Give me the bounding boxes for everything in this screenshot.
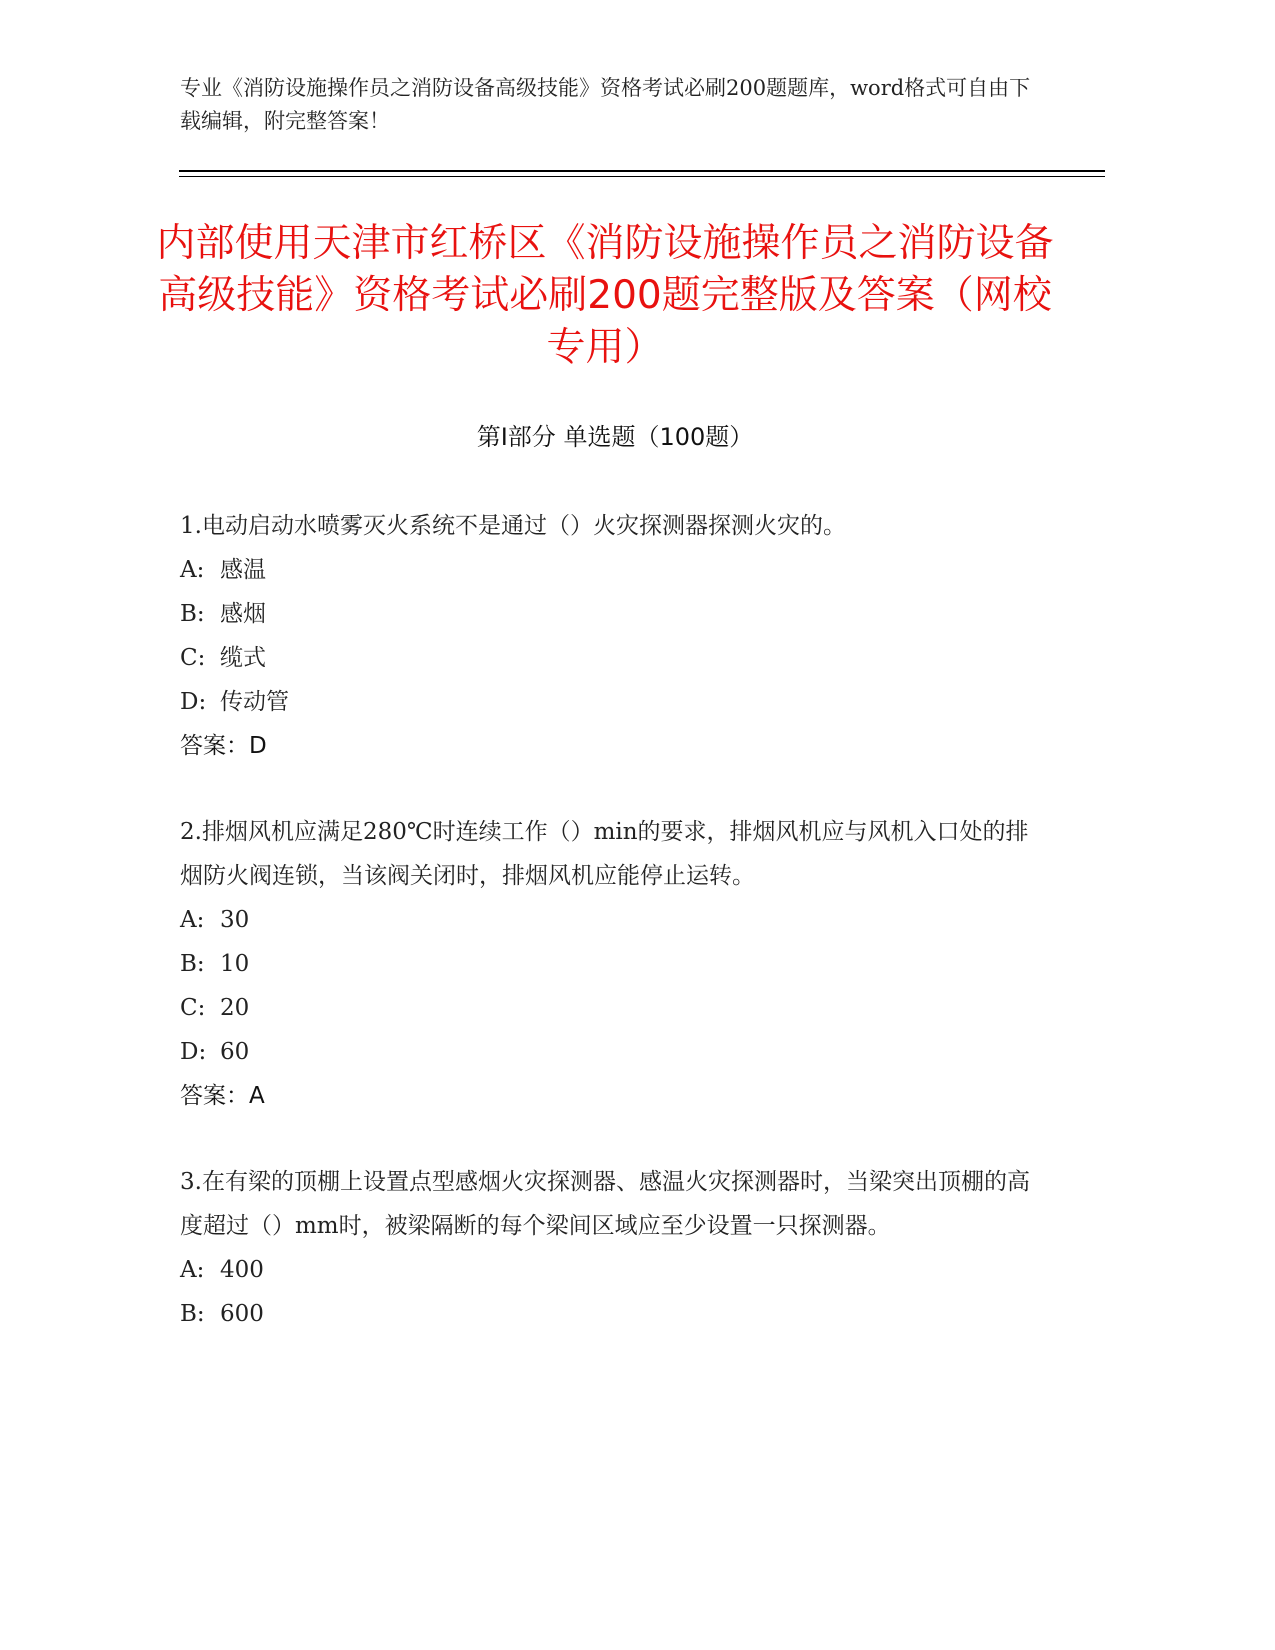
option-text: 60 <box>220 1039 250 1065</box>
option-c <box>180 636 1030 680</box>
question-list <box>180 504 1030 1378</box>
option-d <box>180 1030 1030 1074</box>
option-letter: B: <box>180 1301 205 1327</box>
option-a <box>180 1248 1030 1292</box>
option-list <box>180 1248 1030 1336</box>
option-text: 感温 <box>220 557 266 583</box>
header-divider-thin <box>179 176 1105 177</box>
option-d <box>180 680 1030 724</box>
option-text: 缆式 <box>220 645 266 671</box>
question-stem: 2.排烟风机应满足280℃时连续工作（）min的要求，排烟风机应与风机入口处的排烟防火阀连锁，当该阀关闭时，排烟风机应能停止运转。 <box>180 819 1029 889</box>
option-b <box>180 1292 1030 1336</box>
option-a <box>180 898 1030 942</box>
option-a <box>180 548 1030 592</box>
option-b <box>180 942 1030 986</box>
option-text: 20 <box>220 995 250 1021</box>
header-divider-thick <box>179 170 1105 172</box>
answer-line: 答案：A <box>180 1083 265 1109</box>
question-2 <box>180 810 1030 1118</box>
option-letter: A: <box>180 557 205 583</box>
answer-line: 答案：D <box>180 733 267 759</box>
option-list <box>180 548 1030 724</box>
option-text: 10 <box>220 951 250 977</box>
option-letter: C: <box>180 645 206 671</box>
option-letter: B: <box>180 951 205 977</box>
option-text: 感烟 <box>220 601 266 627</box>
option-letter: A: <box>180 907 205 933</box>
header-note: 专业《消防设施操作员之消防设备高级技能》资格考试必刷200题题库，word格式可自由下载编辑，附完整答案！ <box>180 76 1031 133</box>
option-b <box>180 592 1030 636</box>
option-letter: A: <box>180 1257 205 1283</box>
option-text: 400 <box>220 1257 264 1283</box>
option-c <box>180 986 1030 1030</box>
option-list <box>180 898 1030 1074</box>
question-stem: 3.在有梁的顶棚上设置点型感烟火灾探测器、感温火灾探测器时，当梁突出顶棚的高度超过（）mm时，被梁隔断的每个梁间区域应至少设置一只探测器。 <box>180 1169 1030 1239</box>
question-1 <box>180 504 1030 768</box>
option-text: 传动管 <box>220 689 289 715</box>
question-3 <box>180 1160 1030 1336</box>
option-text: 600 <box>220 1301 264 1327</box>
section-heading: 第Ⅰ部分 单选题（100题） <box>476 423 754 451</box>
question-stem: 1.电动启动水喷雾灭火系统不是通过（）火灾探测器探测火灾的。 <box>180 513 846 539</box>
document-title: 内部使用天津市红桥区《消防设施操作员之消防设备高级技能》资格考试必刷200题完整版及答案（网校专用） <box>156 221 1054 370</box>
option-letter: C: <box>180 995 206 1021</box>
option-letter: B: <box>180 601 205 627</box>
option-text: 30 <box>220 907 250 933</box>
option-letter: D: <box>180 689 207 715</box>
option-letter: D: <box>180 1039 207 1065</box>
